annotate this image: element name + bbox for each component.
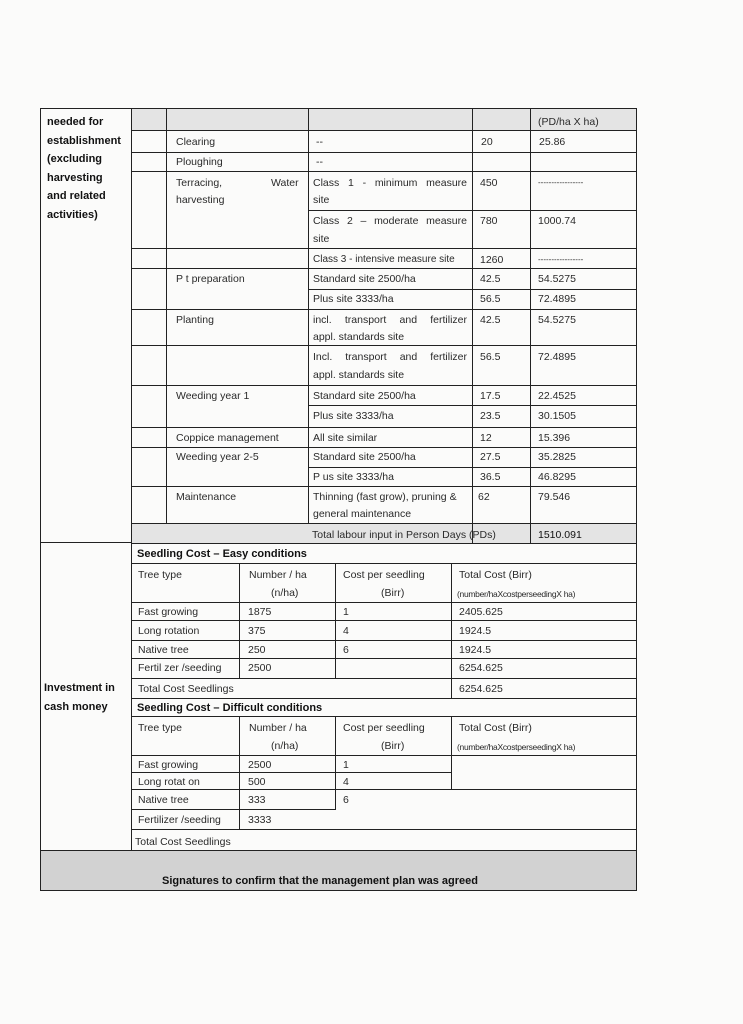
total-cell: 22.4525	[538, 390, 576, 402]
site-cell: incl. transport and fertilizer	[313, 314, 467, 326]
difficult-number-cell: 333	[248, 794, 266, 806]
site-cell: Class 2 – moderate measure	[313, 215, 467, 227]
col-line	[335, 716, 336, 809]
total-cell: 1000.74	[538, 215, 576, 227]
site-cell: site	[313, 194, 330, 206]
pd-cell: 17.5	[480, 390, 501, 402]
labour-total-label: Total labour input in Person Days (PDs)	[312, 529, 496, 541]
site-cell: appl. standards site	[313, 331, 405, 343]
easy-number-cell: 375	[248, 625, 266, 637]
activity-cell: Coppice management	[176, 432, 279, 444]
site-cell: Standard site 2500/ha	[313, 273, 416, 285]
total-cell: 54.5275	[538, 314, 576, 326]
easy-total-cell: 2405.625	[459, 606, 503, 618]
row-line	[131, 130, 636, 131]
total-cell: -----------------	[538, 255, 584, 264]
site-cell: Class 1 - minimum measure	[313, 177, 467, 189]
easy-type-cell: Long rotation	[138, 625, 200, 637]
pd-cell: 27.5	[480, 451, 501, 463]
row-line	[131, 640, 636, 641]
row-line	[131, 678, 636, 679]
site-cell: Plus site 3333/ha	[313, 410, 394, 422]
easy-title: Seedling Cost – Easy conditions	[137, 548, 307, 560]
easy-cost-cell: 1	[343, 606, 349, 618]
row-line	[131, 789, 636, 790]
total-cell: 35.2825	[538, 451, 576, 463]
easy-total-cell: 6254.625	[459, 662, 503, 674]
total-cell: 72.4895	[538, 351, 576, 363]
row-line	[131, 427, 636, 428]
difficult-cost-cell: 6	[343, 794, 349, 806]
row-line	[131, 486, 636, 487]
row-line	[131, 309, 636, 310]
pd-cell: 12	[480, 432, 492, 444]
difficult-number-cell: 3333	[248, 814, 272, 826]
row-line	[131, 248, 636, 249]
total-cell: 30.1505	[538, 410, 576, 422]
activity-cell: Ploughing	[176, 156, 223, 168]
site-cell: Thinning (fast grow), pruning &	[313, 491, 457, 503]
labour-total-value: 1510.091	[538, 529, 582, 541]
difficult-total-label: Total Cost Seedlings	[135, 836, 231, 848]
row-line	[131, 447, 636, 448]
activity-cell: Weeding year 2-5	[176, 451, 259, 463]
total-cell: 54.5275	[538, 273, 576, 285]
row-line	[131, 829, 636, 830]
total-cell: 15.396	[538, 432, 571, 444]
easy-total-header: (number/haXcostperseedingX ha)	[457, 589, 576, 599]
easy-tree-type-header: Tree type	[138, 569, 182, 581]
activity-cell: Terracing,	[176, 177, 223, 189]
col-line	[451, 716, 452, 789]
site-cell: All site similar	[313, 432, 378, 444]
total-cell: 72.4895	[538, 293, 576, 305]
total-cell: 79.546	[538, 491, 571, 503]
establishment-label: needed for establishment (excluding harvesting and related activities)	[47, 116, 121, 221]
row-line	[131, 563, 636, 564]
easy-total-header: Total Cost (Birr)	[459, 569, 532, 581]
site-cell: Incl. transport and fertilizer	[313, 351, 467, 363]
difficult-total-header: Total Cost (Birr)	[459, 722, 532, 734]
total-cell: 46.8295	[538, 471, 576, 483]
pd-cell: 62	[478, 491, 490, 503]
col-line	[308, 108, 309, 523]
left-outer-border	[40, 108, 41, 890]
activity-cell: Water	[271, 177, 299, 189]
activity-cell: Maintenance	[176, 491, 237, 503]
col-line	[530, 108, 531, 543]
difficult-type-cell: Native tree	[138, 794, 189, 806]
difficult-cost-header: Cost per seedling	[343, 722, 425, 734]
signature-text: Signatures to confirm that the management plan was agreed	[162, 875, 479, 887]
right-outer-border	[636, 108, 637, 890]
row-line	[131, 268, 636, 269]
difficult-tree-type-header: Tree type	[138, 722, 182, 734]
difficult-number-cell: 500	[248, 776, 266, 788]
pd-cell: 450	[480, 177, 498, 189]
easy-total-value: 6254.625	[459, 683, 503, 695]
activity-cell: Clearing	[176, 136, 216, 148]
difficult-cost-cell: 4	[343, 776, 349, 788]
difficult-total-header: (number/haXcostperseedingX ha)	[457, 742, 576, 752]
easy-cost-header: Cost per seedling	[343, 569, 425, 581]
unit-header: (PD/ha X ha)	[538, 116, 599, 128]
row-line	[131, 171, 636, 172]
easy-cost-header: (Birr)	[381, 587, 405, 599]
pd-cell: 42.5	[480, 273, 501, 285]
row-line	[131, 698, 636, 699]
row-line	[131, 772, 451, 773]
easy-number-cell: 1875	[248, 606, 272, 618]
pd-cell: 780	[480, 215, 498, 227]
easy-number-cell: 2500	[248, 662, 272, 674]
easy-total-cell: 1924.5	[459, 625, 492, 637]
total-cell: 25.86	[539, 136, 566, 148]
activity-cell: Planting	[176, 314, 214, 326]
section-divider	[40, 542, 132, 543]
col-line	[166, 108, 167, 523]
row-line	[131, 809, 336, 810]
pd-cell: 56.5	[480, 293, 501, 305]
row-line	[131, 658, 636, 659]
activity-cell: P t preparation	[176, 273, 245, 285]
site-cell: P us site 3333/ha	[313, 471, 394, 483]
row-line	[131, 716, 636, 717]
row-line	[131, 543, 636, 544]
site-cell: Plus site 3333/ha	[313, 293, 394, 305]
activity-cell: Weeding year 1	[176, 390, 250, 402]
site-cell: --	[316, 156, 323, 168]
easy-number-header: (n/ha)	[271, 587, 299, 599]
total-cell: -----------------	[538, 178, 584, 187]
site-cell: appl. standards site	[313, 369, 405, 381]
pd-cell: 36.5	[480, 471, 501, 483]
row-line	[131, 523, 636, 524]
easy-type-cell: Native tree	[138, 644, 189, 656]
difficult-number-header: Number / ha	[249, 722, 307, 734]
easy-number-cell: 250	[248, 644, 266, 656]
easy-cost-cell: 6	[343, 644, 349, 656]
pd-cell: 56.5	[480, 351, 501, 363]
row-line	[131, 620, 636, 621]
col-line	[472, 108, 473, 543]
easy-total-cell: 1924.5	[459, 644, 492, 656]
difficult-type-cell: Fast growing	[138, 759, 199, 771]
site-cell: Standard site 2500/ha	[313, 390, 416, 402]
easy-number-header: Number / ha	[249, 569, 307, 581]
difficult-cost-header: (Birr)	[381, 740, 405, 752]
row-line	[131, 385, 636, 386]
site-cell: --	[316, 136, 323, 148]
difficult-number-header: (n/ha)	[271, 740, 299, 752]
easy-cost-cell: 4	[343, 625, 349, 637]
easy-type-cell: Fertil zer /seeding	[138, 662, 222, 674]
difficult-type-cell: Fertilizer /seeding	[138, 814, 221, 826]
site-cell: general maintenance	[313, 508, 412, 520]
pd-cell: 23.5	[480, 410, 501, 422]
pd-cell: 42.5	[480, 314, 501, 326]
pd-cell: 1260	[480, 254, 504, 266]
row-line	[131, 755, 636, 756]
difficult-type-cell: Long rotat on	[138, 776, 200, 788]
site-cell: Class 3 - intensive measure site	[313, 254, 455, 265]
difficult-number-cell: 2500	[248, 759, 272, 771]
row-line	[131, 152, 636, 153]
easy-total-label: Total Cost Seedlings	[138, 683, 234, 695]
site-cell: site	[313, 233, 330, 245]
difficult-cost-cell: 1	[343, 759, 349, 771]
row-line	[131, 345, 636, 346]
site-cell: Standard site 2500/ha	[313, 451, 416, 463]
table-bottom-border	[40, 890, 637, 891]
investment-label: Investment in cash money	[44, 682, 115, 713]
row-line	[131, 602, 636, 603]
difficult-title: Seedling Cost – Difficult conditions	[137, 702, 323, 714]
activity-cell: harvesting	[176, 194, 225, 206]
easy-type-cell: Fast growing	[138, 606, 199, 618]
pd-cell: 20	[481, 136, 493, 148]
